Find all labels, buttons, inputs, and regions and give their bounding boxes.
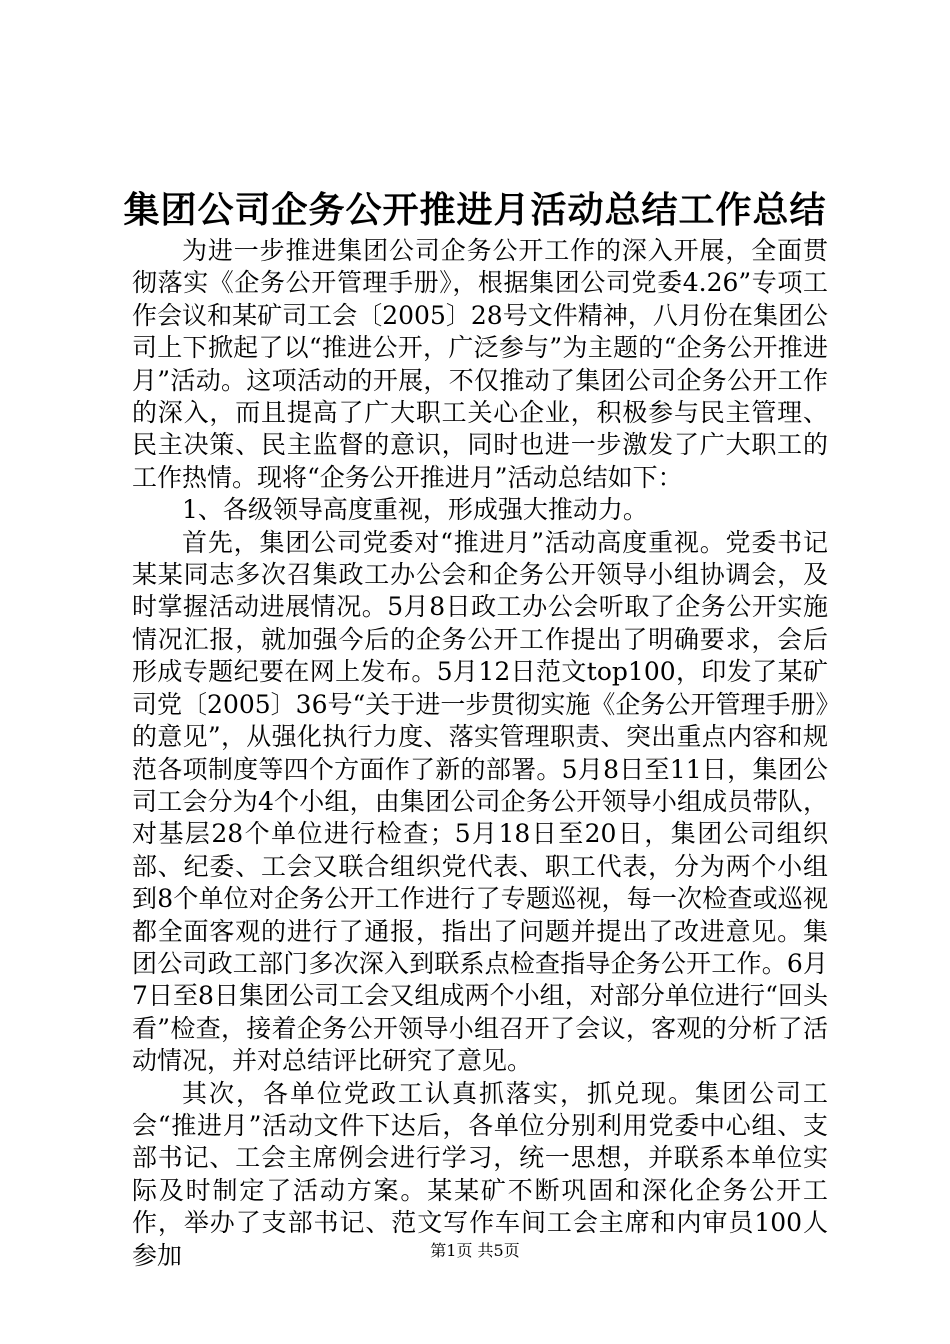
- document-title: 集团公司企务公开推进月活动总结工作总结: [123, 189, 827, 231]
- paragraph-section-heading: 1、各级领导高度重视，形成强大推动力。: [182, 495, 648, 525]
- page-footer: 第1页 共5页: [430, 1241, 520, 1260]
- paragraph-intro: 为进一步推进集团公司企务公开工作的深入开展，全面贯彻落实《企务公开管理手册》，根据集团公司党委4.26”专项工作会议和某矿司工会〔2005〕28号文件精神，八月份在集团公司上下掀起了以“推进公开，广泛参与”为主题的“企务公开推进月”活动。这项活动的开展，不仅推动了集团公司企务公开工作的深入，而且提高了广大职工关心企业，积极参与民主管理、民主决策、民主监督的意识，同时也进一步激发了广大职工的工作热情。现将“企务公开推进月”活动总结如下：: [132, 236, 828, 492]
- paragraph-first: 首先，集团公司党委对“推进月”活动高度重视。党委书记某某同志多次召集政工办公会和企务公开领导小组协调会，及时掌握活动进展情况。5月8日政工办公会听取了企务公开实施情况汇报，就加强今后的企务公开工作提出了明确要求，会后形成专题纪要在网上发布。5月12日范文top100，印发了某矿司党〔2005〕36号“关于进一步贯彻实施《企务公开管理手册》的意见”，从强化执行力度、落实管理职责、突出重点内容和规范各项制度等四个方面作了新的部署。5月8日至11日，集团公司工会分为4个小组，由集团公司企务公开领导小组成员带队，对基层28个单位进行检查；5月18日至20日，集团公司组织部、纪委、工会又联合组织党代表、职工代表，分为两个小组到8个单位对企务公开工作进行了专题巡视，每一次检查或巡视都全面客观的进行了通报，指出了问题并提出了改进意见。集团公司政工部门多次深入到联系点检查指导企务公开工作。6月7日至8日集团公司工会又组成两个小组，对部分单位进行“回头看”检查，接着企务公开领导小组召开了会议，客观的分析了活动情况，并对总结评比研究了意见。: [132, 527, 828, 1076]
- document-body: [132, 235, 828, 1272]
- paragraph-second: 其次，各单位党政工认真抓落实，抓兑现。集团公司工会“推进月”活动文件下达后，各单位分别利用党委中心组、支部书记、工会主席例会进行学习，统一思想，并联系本单位实际及时制定了活动方案。某某矿不断巩固和深化企务公开工作，举办了支部书记、范文写作车间工会主席和内审员100人参加: [132, 1078, 828, 1270]
